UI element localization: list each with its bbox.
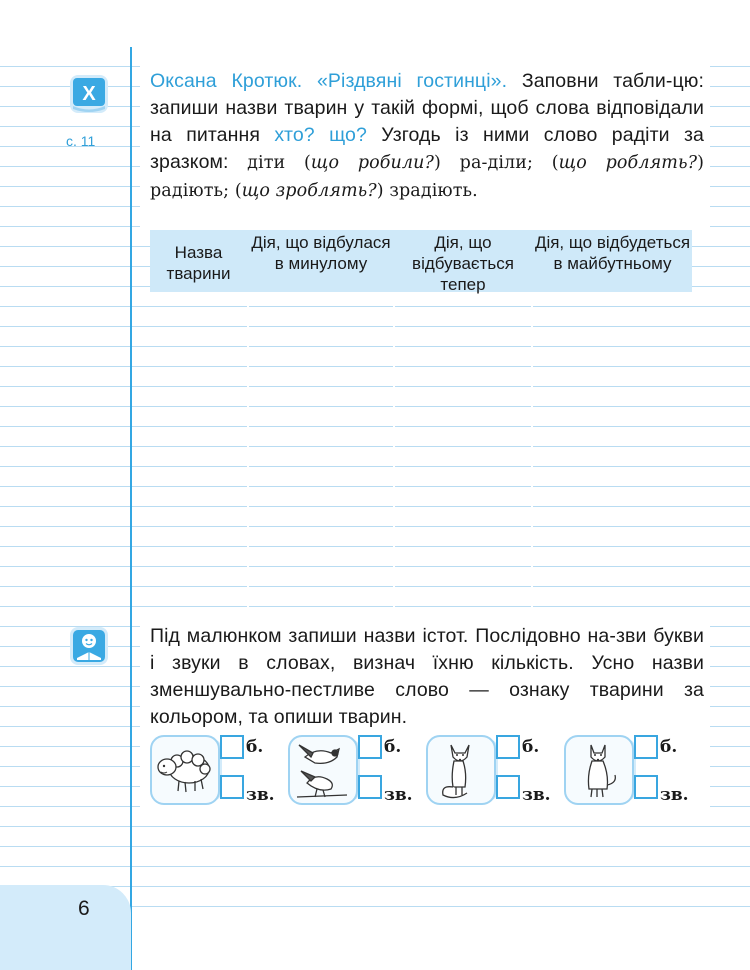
creature-card	[426, 733, 562, 805]
sounds-count-box[interactable]	[358, 775, 382, 799]
task1-text: Оксана Кротюк. «Різдвяні гостинці». Заповни табли-цю: запиши назви тварин у такій формі, щоб слова відповідали на питання хто? що? Узгодь із ними слово радіти за зразком: діти (що робили?) ра-діли; (що роблять?) радіють; (що зроблять?) зрадіють.	[150, 70, 705, 201]
letters-label: б.	[660, 737, 678, 757]
page-reference: с. 11	[66, 133, 96, 149]
animals-table	[150, 230, 692, 612]
creature-card	[150, 733, 286, 805]
letters-label: б.	[522, 737, 540, 757]
letters-count-box[interactable]	[496, 735, 520, 759]
sounds-count-box[interactable]	[634, 775, 658, 799]
sounds-label: зв.	[384, 785, 413, 805]
task2-text: Під малюнком запиши назви істот. Послідовно на-зви букви і звуки в словах, визнач їхню кількість. Усно назви зменшувально-пестливе слово — ознаку тварини за кольором, та опиши тварин.	[150, 625, 704, 728]
letters-count-box[interactable]	[634, 735, 658, 759]
wolf-icon	[567, 739, 629, 801]
margin-line	[130, 47, 132, 970]
svg-text:X: X	[82, 83, 96, 105]
creature-card	[288, 733, 424, 805]
child-reading-icon	[68, 625, 110, 667]
task1-title: Оксана Кротюк. «Різдвяні гостинці».	[150, 70, 508, 92]
sounds-label: зв.	[522, 785, 551, 805]
sounds-label: зв.	[660, 785, 689, 805]
example-word: діти	[247, 153, 286, 173]
letters-count-box[interactable]	[358, 735, 382, 759]
page-tab	[0, 885, 131, 970]
lamb-icon	[153, 739, 215, 801]
letters-label: б.	[384, 737, 402, 757]
sounds-count-box[interactable]	[220, 775, 244, 799]
table-header: Назва тварини	[166, 243, 231, 283]
task1-questions: хто? що?	[274, 124, 367, 146]
table-header: Дія, що відбудеться в майбутньому	[534, 233, 691, 273]
bird-icon	[291, 739, 353, 801]
creature-card	[564, 733, 700, 805]
creature-cards	[150, 733, 710, 805]
page-number: 6	[78, 897, 90, 920]
book-x-icon	[68, 73, 110, 115]
letters-label: б.	[246, 737, 264, 757]
sounds-label: зв.	[246, 785, 275, 805]
fox-icon	[429, 739, 491, 801]
table-header: Дія, що відбувається тепер	[412, 233, 514, 294]
task1-panel	[140, 65, 710, 227]
sounds-count-box[interactable]	[496, 775, 520, 799]
letters-count-box[interactable]	[220, 735, 244, 759]
table-header: Дія, що відбулася в минулому	[251, 233, 391, 273]
